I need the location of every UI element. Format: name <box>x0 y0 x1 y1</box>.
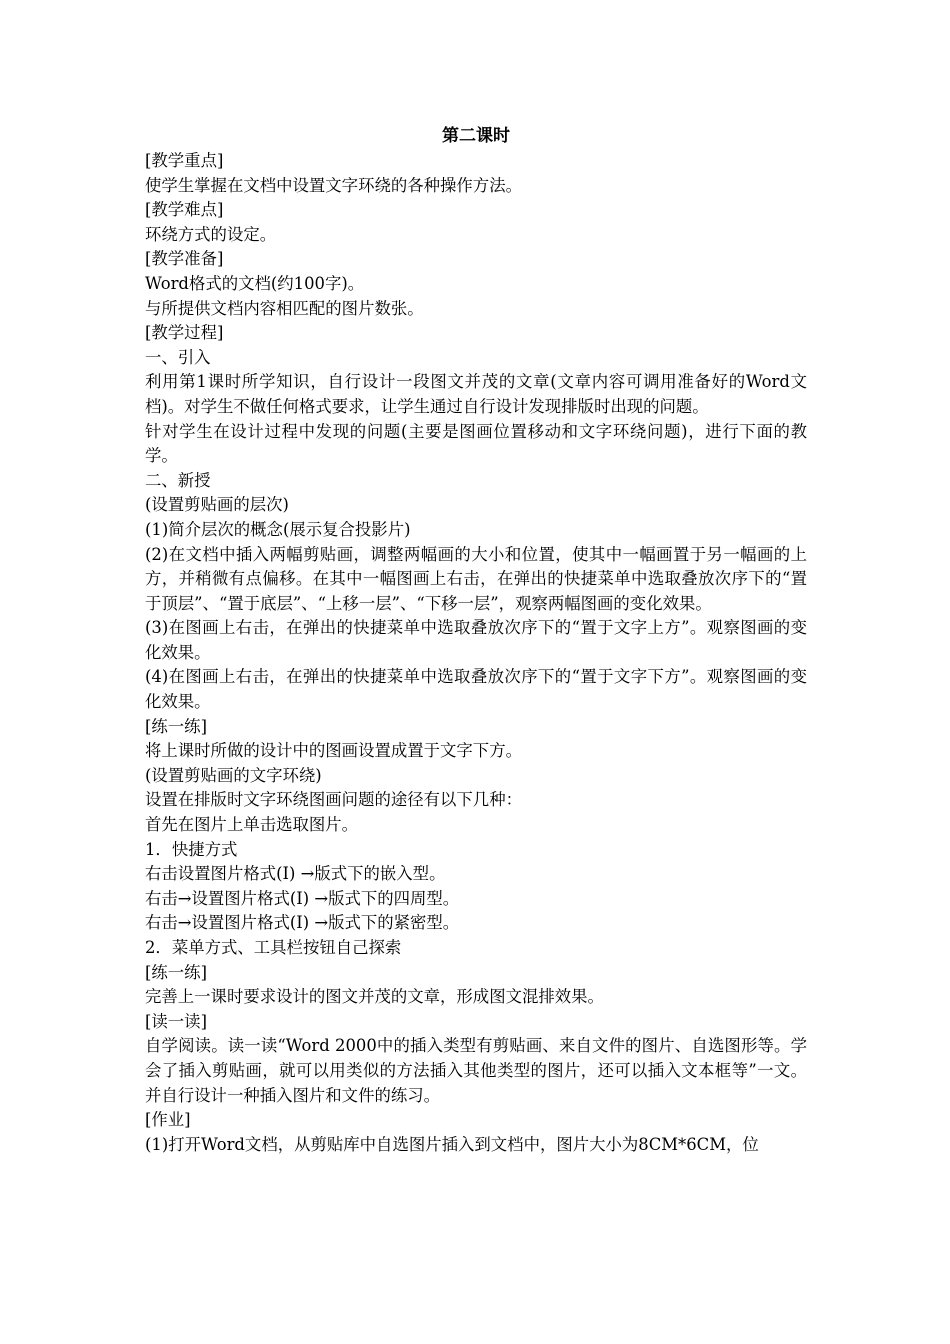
paragraph: 首先在图片上单击选取图片。 <box>145 815 359 835</box>
list-item: 2．菜单方式、工具栏按钮自己探索 <box>145 938 402 957</box>
paragraph: 右击设置图片格式(I) →版式下的嵌入型。 <box>145 864 446 884</box>
paragraph: 利用第1课时所学知识，自行设计一段图文并茂的文章(文章内容可调用准备好的Word文档)。对学生不做任何格式要求，让学生通过自行设计发现排版时出现的问题。 <box>145 372 807 416</box>
paragraph: 使学生掌握在文档中设置文字环绕的各种操作方法。 <box>145 175 522 195</box>
paragraph: (1)简介层次的概念(展示复合投影片) <box>145 519 411 539</box>
paragraph: 与所提供文档内容相匹配的图片数张。 <box>145 298 424 318</box>
paragraph: 右击→设置图片格式(I) →版式下的四周型。 <box>145 888 460 908</box>
list-item: 1．快捷方式 <box>145 839 238 859</box>
section-heading-practice: [练一练] <box>145 716 207 736</box>
section-heading-homework: [作业] <box>145 1110 191 1130</box>
section-heading-difficulties: [教学难点] <box>145 200 224 220</box>
subheading-new-lesson: 二、新授 <box>145 470 211 490</box>
paragraph: 环绕方式的设定。 <box>145 224 277 244</box>
section-heading-preparation: [教学准备] <box>145 249 224 269</box>
paragraph: 针对学生在设计过程中发现的问题(主要是图画位置移动和文字环绕问题)，进行下面的教学。 <box>145 421 807 466</box>
paragraph: (1)打开Word文档，从剪贴库中自选图片插入到文档中，图片大小为8CM*6CM，位 <box>145 1134 759 1154</box>
document-page <box>145 123 807 1157</box>
paragraph: (3)在图画上右击，在弹出的快捷菜单中选取叠放次序下的“置于文字上方”。观察图画的变化效果。 <box>145 618 807 662</box>
paragraph: (设置剪贴画的层次) <box>145 495 289 515</box>
paragraph: 自学阅读。读一读“Word 2000中的插入类型有剪贴画、来自文件的图片、自选图形等。学会了插入剪贴画，就可以用类似的方法插入其他类型的图片，还可以插入文本框等”一文。并自行设计一种插入图片和文件的练习。 <box>145 1036 807 1105</box>
paragraph: 将上课时所做的设计中的图画设置成置于文字下方。 <box>145 741 522 761</box>
section-heading-process: [教学过程] <box>145 323 224 343</box>
subheading-introduction: 一、引入 <box>145 347 211 367</box>
section-heading-key-points: [教学重点] <box>145 151 224 170</box>
paragraph: 完善上一课时要求设计的图文并茂的文章，形成图文混排效果。 <box>145 987 604 1007</box>
paragraph: 设置在排版时文字环绕图画问题的途径有以下几种： <box>145 790 522 810</box>
paragraph: Word格式的文档(约100字)。 <box>145 273 365 293</box>
document-title: 第二课时 <box>442 126 510 146</box>
paragraph: (4)在图画上右击，在弹出的快捷菜单中选取叠放次序下的“置于文字下方”。观察图画的变化效果。 <box>145 667 807 712</box>
paragraph: 右击→设置图片格式(I) →版式下的紧密型。 <box>145 913 460 933</box>
paragraph: (2)在文档中插入两幅剪贴画，调整两幅画的大小和位置，使其中一幅画置于另一幅画的上方，并稍微有点偏移。在其中一幅图画上右击，在弹出的快捷菜单中选取叠放次序下的“置于顶层”、“置于底层”、“上移一层”、“下移一层”，观察两幅图画的变化效果。 <box>145 544 807 613</box>
section-heading-practice: [练一练] <box>145 962 207 982</box>
paragraph: (设置剪贴画的文字环绕) <box>145 765 322 785</box>
section-heading-reading: [读一读] <box>145 1011 207 1031</box>
